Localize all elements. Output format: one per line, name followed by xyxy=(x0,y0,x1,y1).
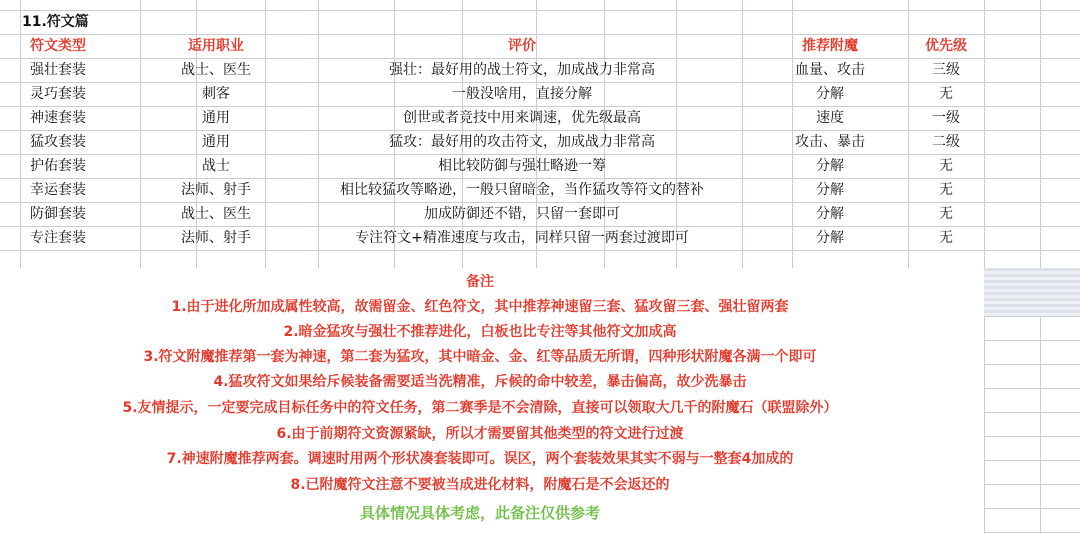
cell-enchant: 血量、攻击 xyxy=(795,62,865,78)
grid-line xyxy=(984,460,1080,461)
note-item: 2.暗金猛攻与强壮不推荐进化，白板也比专注等其他符文加成高 xyxy=(283,324,677,340)
cell-enchant: 分解 xyxy=(816,182,844,198)
cell-rune-type: 灵巧套装 xyxy=(30,86,86,102)
header-priority: 优先级 xyxy=(925,38,967,54)
cell-priority: 无 xyxy=(939,206,953,222)
header-profession: 适用职业 xyxy=(188,38,244,54)
cell-profession: 战士、医生 xyxy=(181,206,251,222)
grid-line xyxy=(0,250,1080,251)
cell-priority: 无 xyxy=(939,182,953,198)
cell-evaluation: 专注符文+精准速度与攻击，同样只留一两套过渡即可 xyxy=(355,230,689,246)
cell-priority: 无 xyxy=(939,86,953,102)
note-item: 3.符文附魔推荐第一套为神速，第二套为猛攻，其中暗金、金、红等品质无所谓，四种形状附魔各满一个即可 xyxy=(143,349,817,365)
header-enchant: 推荐附魔 xyxy=(802,38,858,54)
cell-enchant: 分解 xyxy=(816,158,844,174)
header-rune-type: 符文类型 xyxy=(30,38,86,54)
notes-footer: 具体情况具体考虑，此备注仅供参考 xyxy=(359,504,600,522)
cell-priority: 无 xyxy=(939,158,953,174)
grid-line xyxy=(984,0,985,534)
section-title: 11.符文篇 xyxy=(22,14,89,30)
cell-profession: 法师、射手 xyxy=(181,230,251,246)
cell-evaluation: 一般没啥用，直接分解 xyxy=(452,86,592,102)
cell-evaluation: 猛攻：最好用的攻击符文，加成战力非常高 xyxy=(389,134,655,150)
header-evaluation: 评价 xyxy=(508,38,536,54)
cell-rune-type: 强壮套装 xyxy=(30,62,86,78)
cell-profession: 刺客 xyxy=(202,86,230,102)
notes-heading: 备注 xyxy=(466,274,494,290)
cell-enchant: 分解 xyxy=(816,86,844,102)
grid-line xyxy=(984,316,1080,317)
cell-priority: 无 xyxy=(939,230,953,246)
cell-rune-type: 护佑套装 xyxy=(30,158,86,174)
note-item: 7.神速附魔推荐两套。调速时用两个形状凑套装即可。误区，两个套装效果其实不弱与一整套4加成的 xyxy=(166,451,794,467)
cell-profession: 通用 xyxy=(202,134,230,150)
cell-profession: 战士 xyxy=(202,158,230,174)
grid-line xyxy=(984,412,1080,413)
note-item: 8.已附魔符文注意不要被当成进化材料，附魔石是不会返还的 xyxy=(290,477,670,493)
cell-rune-type: 防御套装 xyxy=(30,206,86,222)
grid-line xyxy=(1040,0,1041,534)
cell-evaluation: 相比较猛攻等略逊，一般只留暗金，当作猛攻等符文的替补 xyxy=(340,182,704,198)
cell-enchant: 攻击、暴击 xyxy=(795,134,865,150)
cell-evaluation: 创世或者竞技中用来调速，优先级最高 xyxy=(403,110,641,126)
grid-line xyxy=(984,340,1080,341)
cell-rune-type: 神速套装 xyxy=(30,110,86,126)
cell-evaluation: 加成防御还不错，只留一套即可 xyxy=(424,206,620,222)
cell-priority: 二级 xyxy=(932,134,960,150)
grid-line xyxy=(984,508,1080,509)
cell-enchant: 速度 xyxy=(816,110,844,126)
column-header-strip xyxy=(984,268,1080,316)
grid-line xyxy=(984,364,1080,365)
cell-evaluation: 强壮：最好用的战士符文，加成战力非常高 xyxy=(389,62,655,78)
cell-priority: 一级 xyxy=(932,110,960,126)
cell-rune-type: 猛攻套装 xyxy=(30,134,86,150)
grid-line xyxy=(984,484,1080,485)
note-item: 5.友情提示，一定要完成目标任务中的符文任务，第二赛季是不会清除，直接可以领取大几千的附魔石（联盟除外） xyxy=(122,400,838,416)
cell-rune-type: 专注套装 xyxy=(30,230,86,246)
grid-line xyxy=(984,436,1080,437)
cell-enchant: 分解 xyxy=(816,230,844,246)
notes-block xyxy=(0,268,984,534)
cell-enchant: 分解 xyxy=(816,206,844,222)
cell-profession: 战士、医生 xyxy=(181,62,251,78)
note-item: 6.由于前期符文资源紧缺，所以才需要留其他类型的符文进行过渡 xyxy=(276,426,684,442)
cell-evaluation: 相比较防御与强壮略逊一筹 xyxy=(438,158,606,174)
cell-priority: 三级 xyxy=(932,62,960,78)
cell-profession: 法师、射手 xyxy=(181,182,251,198)
cell-profession: 通用 xyxy=(202,110,230,126)
note-item: 4.猛攻符文如果给斥候装备需要适当洗精准，斥候的命中较差，暴击偏高，故少洗暴击 xyxy=(213,374,747,390)
grid-line xyxy=(984,388,1080,389)
grid-line xyxy=(0,10,1080,11)
note-item: 1.由于进化所加成属性较高，故需留金、红色符文，其中推荐神速留三套、猛攻留三套、强壮留两套 xyxy=(171,299,789,315)
cell-rune-type: 幸运套装 xyxy=(30,182,86,198)
